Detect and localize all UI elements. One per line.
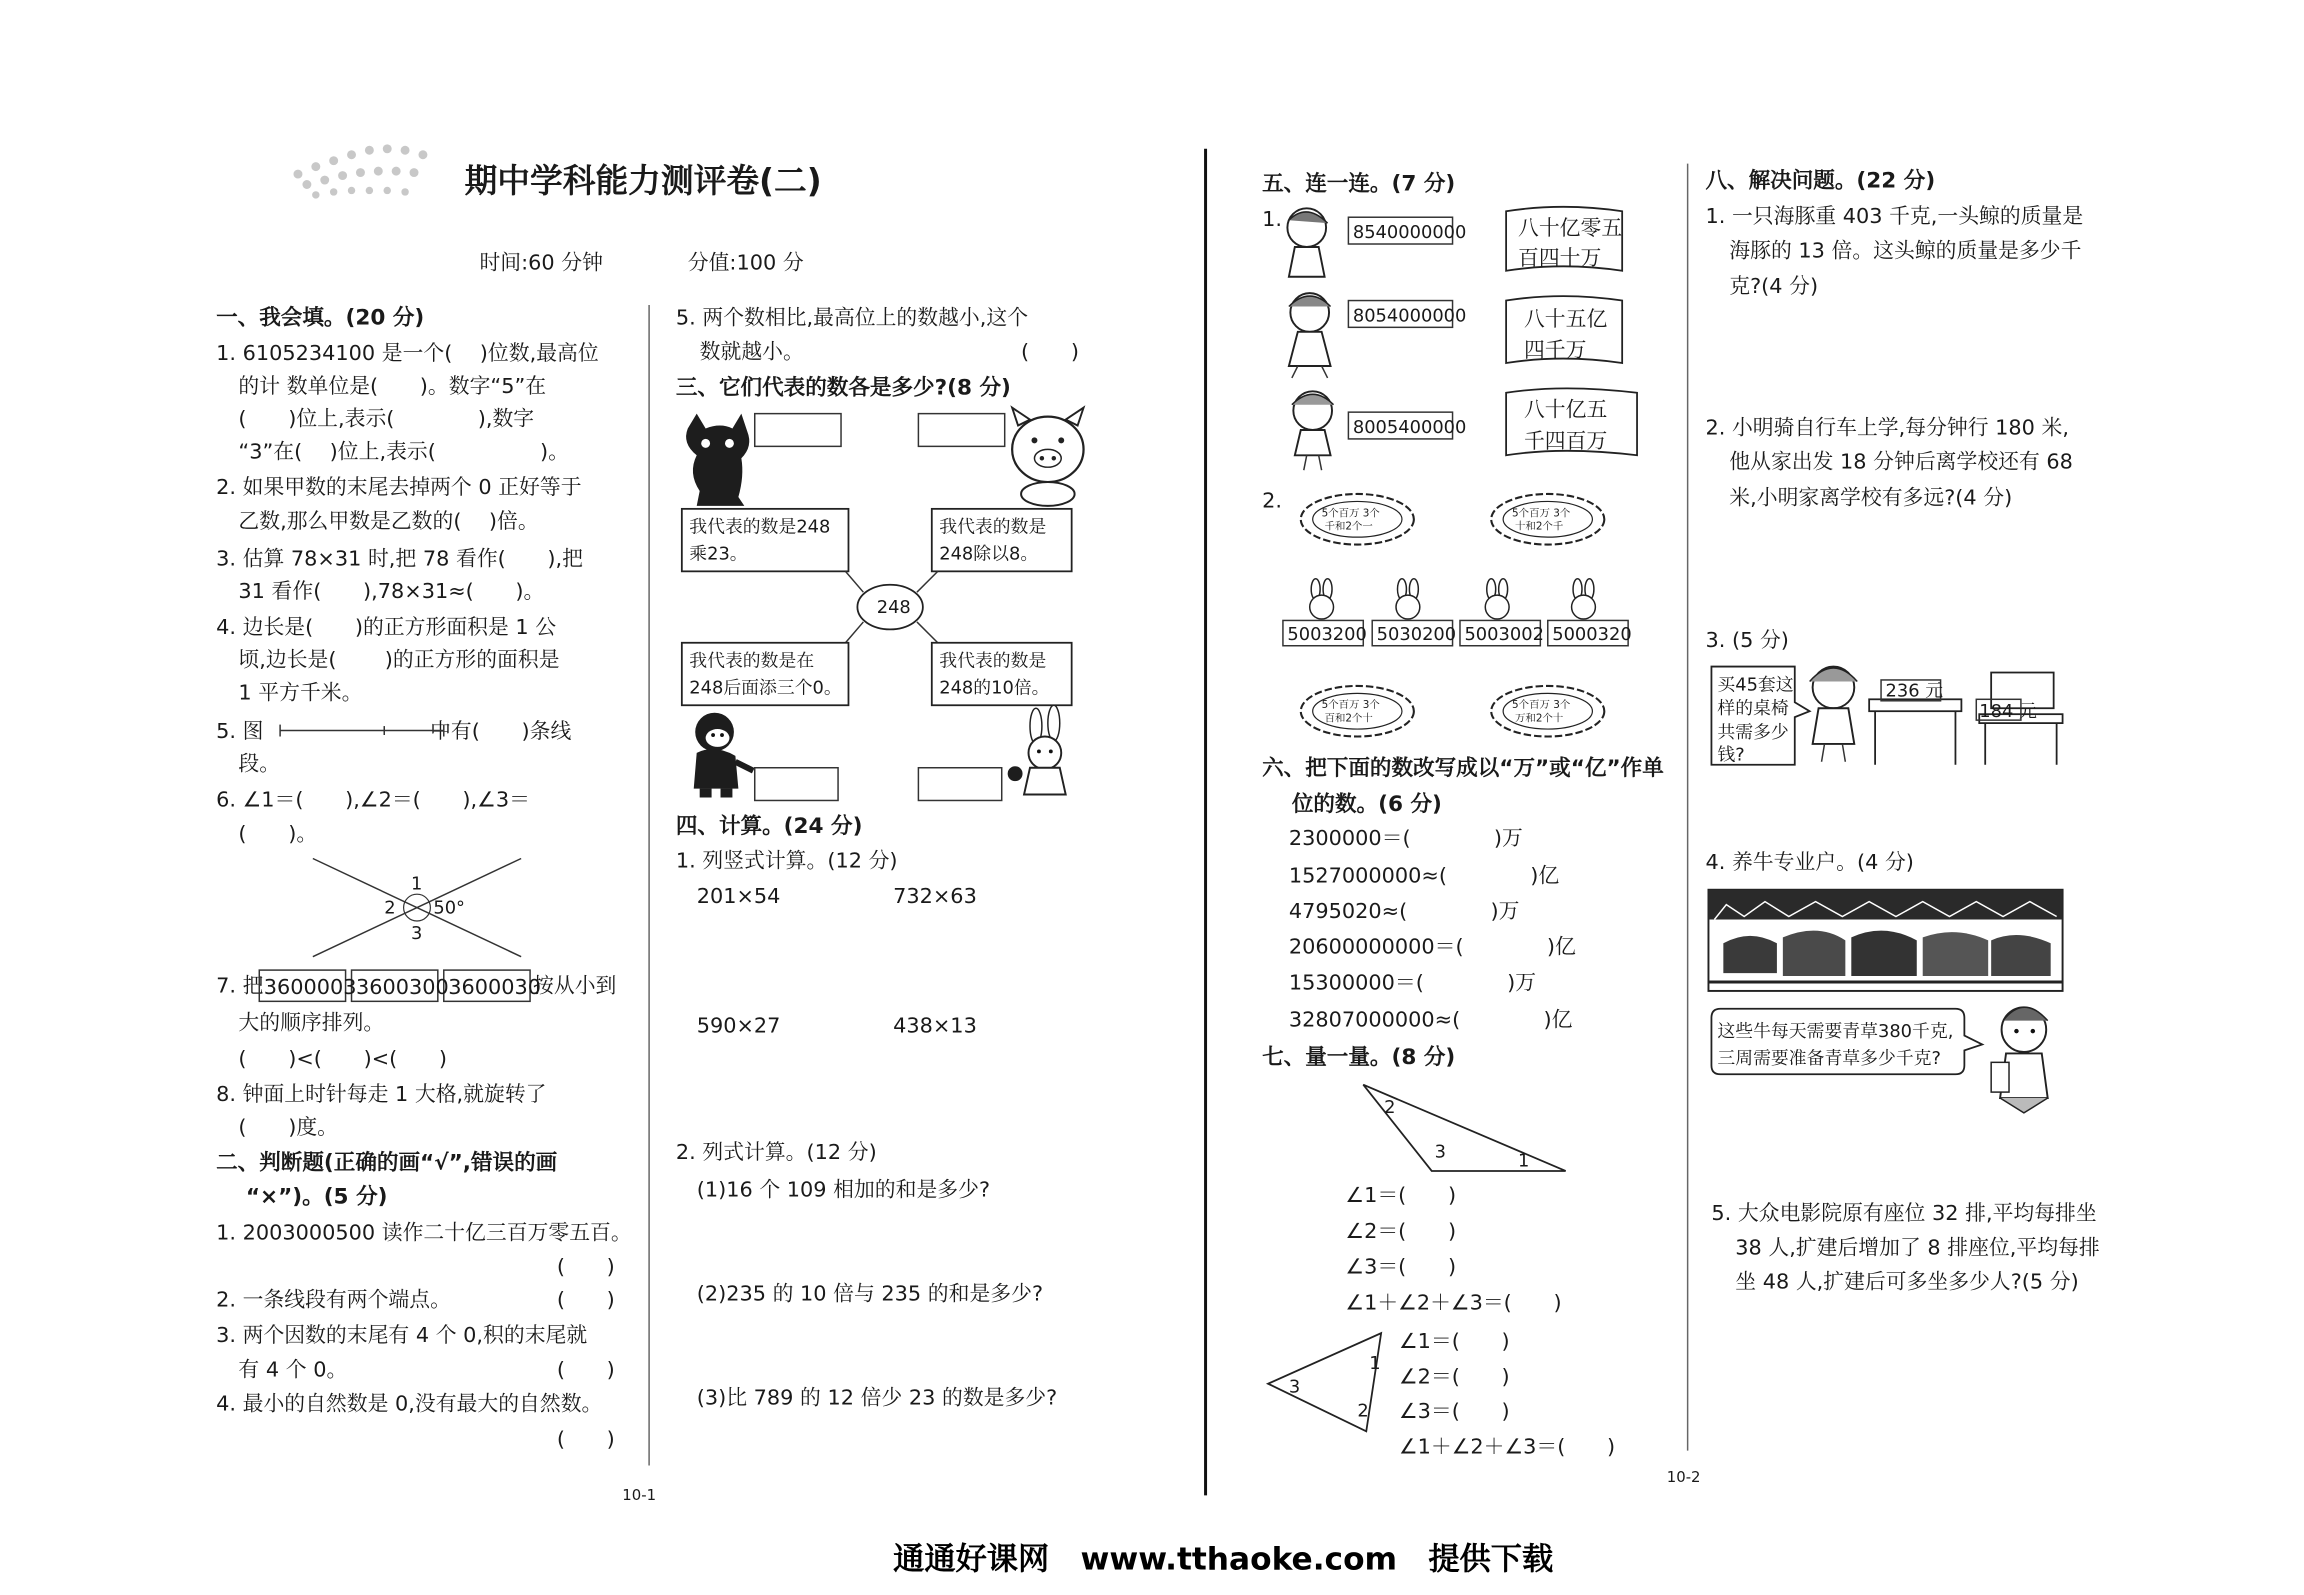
answer-paren: ( ) (556, 1427, 615, 1452)
text-line: 31 看作( ),78×31≈( )。 (238, 579, 545, 604)
section-heading: 四、计算。(24 分) (675, 814, 863, 840)
text-line: 2. 如果甲数的末尾去掉两个 0 正好等于 (216, 474, 582, 499)
problem-line: 他从家出发 18 分钟后离学校还有 68 (1729, 449, 2073, 474)
rewrite-line: 15300000＝( )万 (1288, 970, 1537, 995)
number-value: 8540000000 (1352, 222, 1467, 244)
answer-line: ∠1＝( ) (1398, 1329, 1510, 1354)
answer-line: ∠2＝( ) (1398, 1364, 1510, 1389)
text-line: 6. ∠1＝( ),∠2＝( ),∠3＝ (216, 787, 530, 812)
section-heading: 位的数。(6 分) (1291, 791, 1442, 817)
rewrite-line: 2300000＝( )万 (1288, 826, 1523, 851)
score-label: 分值:100 分 (687, 250, 804, 275)
clue-text: 我代表的数是248 (689, 516, 831, 538)
text-line: 5. 两个数相比,最高位上的数越小,这个 (675, 305, 1029, 330)
answer-paren: ( ) (556, 1287, 615, 1312)
text-line: 7. 把 (216, 973, 264, 998)
clue-text: 乘23。 (689, 543, 748, 565)
triangle-label: 2 (1357, 1400, 1369, 1422)
triangle-label: 3 (1288, 1376, 1301, 1398)
column-4 (1705, 167, 2099, 1293)
answer-paren: ( ) (556, 1254, 615, 1279)
flower-text: 5个百万 3个 (1321, 507, 1380, 520)
angle-label: 3 (411, 922, 423, 944)
bubble-text: 买45套这 (1717, 674, 1794, 696)
text-line: 4. 最小的自然数是 0,没有最大的自然数。 (216, 1391, 603, 1416)
text-line: 1. 6105234100 是一个( )位数,最高位 (216, 341, 599, 366)
answer-line: ∠1＋∠2＋∠3＝( ) (1398, 1434, 1616, 1459)
section-heading: 三、它们代表的数各是多少?(8 分) (675, 375, 1011, 401)
time-label: 时间:60 分钟 (479, 250, 603, 275)
answer-line: ∠1＋∠2＋∠3＝( ) (1345, 1290, 1562, 1315)
triangle-figure (1363, 1085, 1565, 1172)
clue-text: 248除以8。 (939, 543, 1039, 565)
problem-line: 海豚的 13 倍。这头鲸的质量是多少千 (1729, 238, 2082, 263)
text-line: 按从小到 (533, 973, 617, 998)
bubble-text: 样的桌椅 (1717, 698, 1789, 720)
rewrite-line: 32807000000≈( )亿 (1288, 1007, 1573, 1032)
problem-line: 5. 大众电影院原有座位 32 排,平均每排坐 (1711, 1201, 2097, 1226)
flower-text: 十和2个千 (1515, 520, 1564, 533)
text-line: 8. 钟面上时针每走 1 大格,就旋转了 (216, 1082, 547, 1107)
angle-label: 50° (433, 897, 465, 919)
text-line: 段。 (238, 751, 281, 776)
rewrite-line: 1527000000≈( )亿 (1288, 863, 1560, 888)
number-value: 8054000000 (1352, 305, 1467, 327)
price-tag: 236 元 (1885, 680, 1944, 702)
boy-illustration (1991, 1007, 2048, 1113)
cat-illustration (686, 414, 749, 506)
reading-text: 四千万 (1523, 338, 1587, 363)
text-line: 1 平方千米。 (238, 680, 363, 705)
text-line: 1. 列竖式计算。(12 分) (675, 848, 898, 873)
problem-line: 米,小明家离学校有多远?(4 分) (1729, 485, 2013, 510)
text-line: ( )<( )<( ) (238, 1046, 448, 1071)
problem-line: 4. 养牛专业户。(4 分) (1705, 849, 1914, 874)
bubble-text: 这些牛每天需要青草380千克, (1717, 1021, 1954, 1043)
flower-card (1301, 686, 1414, 737)
cattle-barn-illustration (1708, 890, 2062, 991)
number-value: 5003002 (1464, 623, 1544, 645)
rabbit-illustration (1008, 705, 1066, 794)
clue-text: 我代表的数是 (939, 650, 1047, 672)
text-line: 5. 图 中有( )条线 (216, 718, 572, 743)
number-value: 8005400000 (1352, 416, 1467, 438)
word-problem: (2)235 的 10 倍与 235 的和是多少? (696, 1281, 1044, 1306)
number-value: 5030200 (1376, 623, 1457, 645)
text-line: 乙数,那么甲数是乙数的( )倍。 (238, 509, 539, 534)
problem-line: 2. 小明骑自行车上学,每分钟行 180 米, (1705, 415, 2069, 440)
column-3 (1262, 170, 1664, 1458)
number-box: 3600003 (263, 974, 357, 999)
girl-illustration (1287, 208, 1327, 276)
text-line: 顷,边长是( )的正方形的面积是 (238, 647, 560, 672)
answer-paren: ( ) (1021, 339, 1079, 364)
calc-expression: 438×13 (893, 1013, 977, 1038)
text-line: 大的顺序排列。 (238, 1010, 385, 1035)
girl-illustration (1810, 667, 1858, 762)
reading-text: 千四百万 (1523, 428, 1608, 453)
flower-text: 万和2个十 (1515, 712, 1564, 725)
bubble-text: 钱? (1717, 744, 1745, 766)
clue-text: 248后面添三个0。 (689, 677, 842, 699)
triangle-label: 1 (1369, 1352, 1381, 1374)
answer-box[interactable] (755, 414, 841, 447)
girl-illustration (1289, 293, 1331, 378)
number-box: 3600300 (355, 974, 449, 999)
text-line: “3”在( )位上,表示( )。 (238, 439, 569, 464)
flower-card (1301, 494, 1414, 545)
number-value: 5003200 (1287, 623, 1367, 645)
price-tag: 184 元 (1979, 701, 2037, 723)
section-2 (216, 1149, 632, 1451)
text-line: 1. 2003000500 读作二十亿三百万零五百。 (216, 1220, 632, 1245)
reading-text: 八十亿五 (1523, 397, 1608, 422)
bubble-text: 共需多少 (1717, 721, 1789, 743)
center-number: 248 (876, 597, 911, 619)
reading-text: 八十亿零五 (1518, 216, 1623, 241)
bunny-icon (1485, 579, 1509, 619)
problem-line: 3. (5 分) (1705, 628, 1789, 653)
text-line: 数就越小。 (699, 339, 804, 364)
clue-text: 我代表的数是在 (689, 650, 815, 672)
angle-label: 2 (384, 897, 396, 919)
answer-box[interactable] (918, 414, 1004, 447)
word-problem: (1)16 个 109 相加的和是多少? (696, 1177, 991, 1202)
section-heading: 五、连一连。(7 分) (1262, 171, 1456, 197)
page-number-left: 10-1 (622, 1485, 657, 1504)
reading-text: 八十五亿 (1523, 306, 1608, 331)
answer-box[interactable] (918, 768, 1001, 801)
calc-expression: 732×63 (893, 884, 977, 909)
section-heading: 二、判断题(正确的画“√”,错误的画 (216, 1150, 558, 1176)
angle-label: 1 (411, 873, 423, 895)
question-number: 1. (1262, 207, 1282, 232)
triangle-label: 1 (1518, 1150, 1530, 1172)
triangle-figure (1268, 1333, 1381, 1431)
rewrite-line: 20600000000＝( )亿 (1288, 934, 1576, 959)
reading-text: 百四十万 (1518, 245, 1602, 270)
text-line: ( )位上,表示( ),数字 (238, 406, 535, 431)
number-box: 3600030 (448, 974, 542, 999)
problem-line: 38 人,扩建后增加了 8 排座位,平均每排 (1735, 1235, 2100, 1260)
page-number-right: 10-2 (1666, 1467, 1701, 1486)
flower-card (1491, 494, 1604, 545)
bunny-icon (1310, 579, 1334, 619)
flower-text: 5个百万 3个 (1321, 699, 1380, 712)
chair-illustration (1976, 673, 2062, 765)
angle-figure (313, 859, 521, 957)
page-title: 期中学科能力测评卷(二) (464, 161, 822, 200)
answer-box[interactable] (755, 768, 838, 801)
bunny-icon (1572, 579, 1596, 619)
flower-card (1491, 686, 1604, 737)
problem-line: 克?(4 分) (1729, 274, 1819, 299)
problem-line: 坐 48 人,扩建后可多坐多少人?(5 分) (1735, 1269, 2079, 1294)
flower-text: 千和2个一 (1324, 520, 1373, 533)
column-2 (676, 305, 1084, 1409)
text-line: ( )。 (238, 821, 318, 846)
answer-paren: ( ) (556, 1357, 615, 1382)
text-line: 有 4 个 0。 (238, 1357, 348, 1382)
answer-line: ∠3＝( ) (1398, 1398, 1510, 1423)
clue-text: 我代表的数是 (939, 516, 1047, 538)
text-line: ( )度。 (238, 1114, 339, 1139)
section-heading: “×”)。(5 分) (245, 1184, 388, 1210)
bunny-icon (1396, 579, 1420, 619)
section-heading: 一、我会填。(20 分) (216, 305, 425, 331)
answer-line: ∠2＝( ) (1345, 1218, 1457, 1243)
text-line: 4. 边长是( )的正方形面积是 1 公 (216, 614, 557, 639)
section-heading: 八、解决问题。(22 分) (1705, 168, 1936, 194)
flower-text: 百和2个十 (1324, 712, 1373, 725)
calc-expression: 201×54 (696, 884, 781, 909)
flower-text: 5个百万 3个 (1512, 507, 1571, 520)
text-line: 3. 两个因数的末尾有 4 个 0,积的末尾就 (216, 1323, 588, 1348)
answer-line: ∠1＝( ) (1345, 1183, 1457, 1208)
calc-expression: 590×27 (696, 1013, 781, 1038)
triangle-label: 2 (1384, 1096, 1396, 1118)
number-boxes (259, 970, 541, 1001)
answer-line: ∠3＝( ) (1345, 1254, 1457, 1279)
bubble-text: 三周需要准备青草多少千克? (1717, 1047, 1942, 1069)
number-value: 5000320 (1552, 623, 1632, 645)
text-line: 2. 列式计算。(12 分) (675, 1140, 877, 1165)
triangle-label: 3 (1434, 1141, 1447, 1163)
footer-credit: 通通好课网 www.tthaoke.com 提供下载 (893, 1541, 1554, 1578)
text-line: 的计 数单位是( )。数字“5”在 (238, 373, 547, 398)
word-problem: (3)比 789 的 12 倍少 23 的数是多少? (696, 1385, 1058, 1410)
header-decoration (293, 144, 427, 198)
problem-line: 1. 一只海豚重 403 千克,一头鲸的质量是 (1705, 204, 2084, 229)
text-line: 3. 估算 78×31 时,把 78 看作( ),把 (216, 546, 584, 571)
section-heading: 六、把下面的数改写成以“万”或“亿”作单 (1262, 756, 1664, 782)
section-heading: 七、量一量。(8 分) (1262, 1044, 1456, 1070)
section-1 (216, 304, 616, 1138)
question-number: 2. (1262, 488, 1282, 513)
girl-illustration (1292, 391, 1334, 470)
monkey-illustration (694, 713, 754, 798)
clue-text: 248的10倍。 (939, 677, 1050, 699)
text-line: 2. 一条线段有两个端点。 (216, 1287, 451, 1312)
rewrite-line: 4795020≈( )万 (1288, 899, 1520, 924)
flower-text: 5个百万 3个 (1512, 699, 1571, 712)
pig-illustration (1012, 408, 1083, 506)
desk-illustration (1869, 680, 1961, 765)
